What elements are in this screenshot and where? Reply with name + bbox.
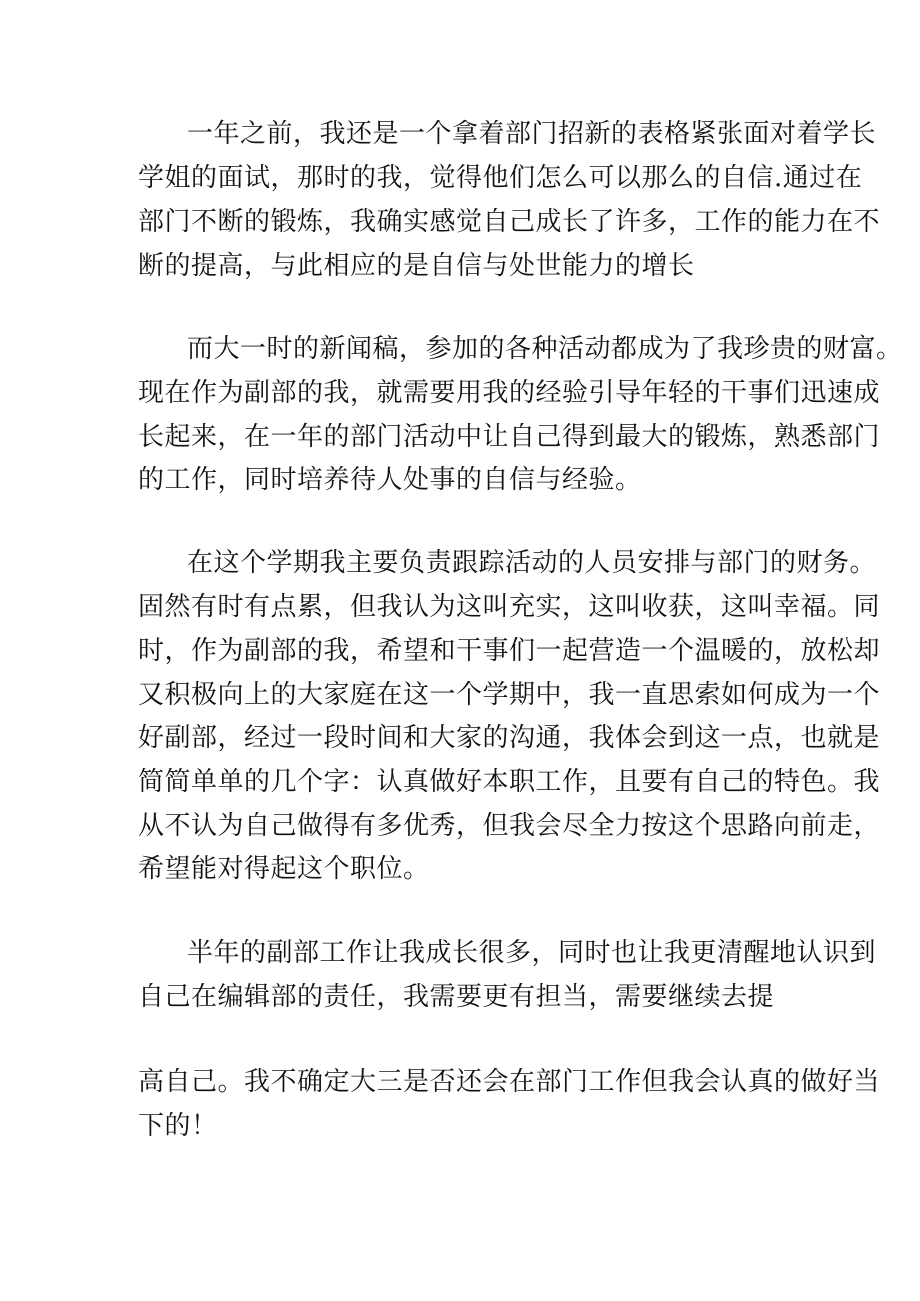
- paragraph-3-line-6: 简简单单的几个字：认真做好本职工作，且要有自己的特色。我: [138, 767, 881, 797]
- paragraph-1-line-2: 学姐的面试，那时的我，觉得他们怎么可以那么的自信.通过在: [138, 163, 863, 193]
- paragraph-2-line-4: 的工作，同时培养待人处事的自信与经验。: [138, 465, 642, 495]
- paragraph-3-line-3: 时，作为副部的我，希望和干事们一起营造一个温暖的，放松却: [138, 636, 881, 666]
- paragraph-1-line-4: 断的提高，与此相应的是自信与处世能力的增长: [138, 251, 695, 281]
- paragraph-3-line-4: 又积极向上的大家庭在这一个学期中，我一直思索如何成为一个: [138, 680, 881, 710]
- paragraph-2-line-1: 而大一时的新闻稿，参加的各种活动都成为了我珍贵的财富。: [187, 334, 903, 364]
- paragraph-3-line-7: 从不认为自己做得有多优秀，但我会尽全力按这个思路向前走，: [138, 811, 881, 841]
- paragraph-2-line-3: 长起来，在一年的部门活动中让自己得到最大的锻炼，熟悉部门: [138, 422, 881, 452]
- paragraph-3-line-1: 在这个学期我主要负责跟踪活动的人员安排与部门的财务。: [187, 548, 877, 578]
- paragraph-1-line-1: 一年之前，我还是一个拿着部门招新的表格紧张面对着学长: [187, 119, 877, 149]
- paragraph-5-line-1: 高自己。我不确定大三是否还会在部门工作但我会认真的做好当: [138, 1067, 881, 1097]
- paragraph-5-line-2: 下的！: [138, 1111, 218, 1141]
- paragraph-4-line-2: 自己在编辑部的责任，我需要更有担当，需要继续去提: [138, 982, 775, 1012]
- paragraph-3-line-5: 好副部，经过一段时间和大家的沟通，我体会到这一点，也就是: [138, 723, 881, 753]
- paragraph-3-line-2: 固然有时有点累，但我认为这叫充实，这叫收获，这叫幸福。同: [138, 592, 881, 622]
- paragraph-3-line-8: 希望能对得起这个职位。: [138, 854, 430, 884]
- paragraph-2-line-2: 现在作为副部的我，就需要用我的经验引导年轻的干事们迅速成: [138, 378, 881, 408]
- paragraph-1-line-3: 部门不断的锻炼，我确实感觉自己成长了许多，工作的能力在不: [138, 207, 881, 237]
- paragraph-4-line-1: 半年的副部工作让我成长很多，同时也让我更清醒地认识到: [187, 938, 877, 968]
